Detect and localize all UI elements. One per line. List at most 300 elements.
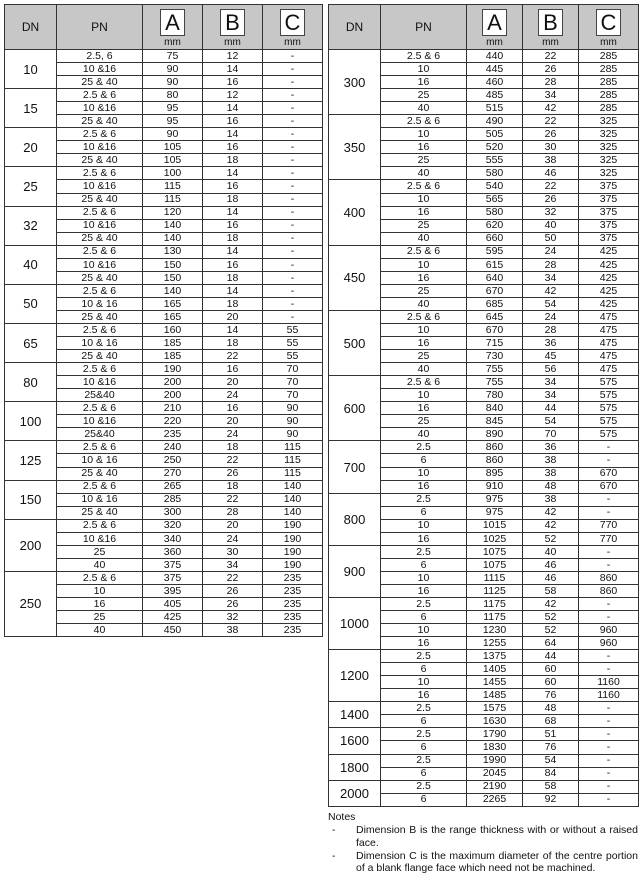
c-cell: 325 [579, 154, 639, 167]
a-cell: 460 [467, 76, 523, 89]
b-cell: 40 [523, 545, 579, 558]
a-cell: 1830 [467, 741, 523, 754]
c-cell: - [263, 310, 323, 323]
a-unit: mm [164, 36, 181, 48]
table-row [329, 441, 639, 454]
pn-cell: 2.5 [381, 597, 467, 610]
a-cell: 220 [143, 415, 203, 428]
c-cell: 235 [263, 597, 323, 610]
pn-cell: 25 [381, 284, 467, 297]
a-cell: 1455 [467, 676, 523, 689]
a-cell: 1790 [467, 728, 523, 741]
pn-cell: 40 [381, 297, 467, 310]
pn-cell: 2.5 [381, 728, 467, 741]
pn-cell: 16 [381, 337, 467, 350]
b-cell: 58 [523, 584, 579, 597]
a-cell: 2265 [467, 793, 523, 806]
a-cell: 95 [143, 102, 203, 115]
b-cell: 16 [203, 258, 263, 271]
dn-cell: 1000 [329, 597, 381, 649]
b-cell: 54 [523, 754, 579, 767]
b-cell: 40 [523, 219, 579, 232]
a-cell: 445 [467, 63, 523, 76]
b-cell: 28 [523, 323, 579, 336]
a-cell: 95 [143, 115, 203, 128]
b-cell: 22 [203, 350, 263, 363]
a-cell: 1990 [467, 754, 523, 767]
c-cell: 90 [263, 402, 323, 415]
pn-cell: 10 [381, 128, 467, 141]
pn-cell: 2.5 & 6 [57, 128, 143, 141]
c-cell: 285 [579, 102, 639, 115]
table-row [5, 441, 323, 454]
a-cell: 375 [143, 571, 203, 584]
b-cell: 18 [203, 297, 263, 310]
table-row [329, 50, 639, 63]
pn-cell: 2.5 & 6 [57, 519, 143, 532]
pn-cell: 16 [381, 532, 467, 545]
c-cell: 575 [579, 402, 639, 415]
c-cell: 90 [263, 428, 323, 441]
c-cell: 860 [579, 571, 639, 584]
a-letter: A [482, 9, 507, 36]
a-cell: 100 [143, 167, 203, 180]
pn-cell: 25 & 40 [57, 310, 143, 323]
a-cell: 75 [143, 50, 203, 63]
pn-cell: 6 [381, 715, 467, 728]
pn-cell: 10 & 16 [57, 493, 143, 506]
a-cell: 580 [467, 167, 523, 180]
b-cell: 60 [523, 676, 579, 689]
table-row [329, 754, 639, 767]
c-cell: - [263, 102, 323, 115]
header-row [329, 5, 639, 50]
table-row [329, 780, 639, 793]
c-header [263, 5, 323, 50]
b-cell: 92 [523, 793, 579, 806]
a-cell: 975 [467, 506, 523, 519]
a-cell: 90 [143, 128, 203, 141]
b-cell: 18 [203, 480, 263, 493]
pn-cell: 25 & 40 [57, 350, 143, 363]
pn-cell: 25 [381, 350, 467, 363]
a-cell: 210 [143, 402, 203, 415]
c-cell: 190 [263, 545, 323, 558]
dn-cell: 250 [5, 571, 57, 636]
c-cell: 575 [579, 415, 639, 428]
a-cell: 150 [143, 258, 203, 271]
a-cell: 2190 [467, 780, 523, 793]
b-cell: 38 [523, 493, 579, 506]
c-cell: - [263, 258, 323, 271]
b-cell: 64 [523, 637, 579, 650]
pn-cell: 2.5 [381, 441, 467, 454]
b-cell: 34 [523, 89, 579, 102]
pn-cell: 2.5 [381, 545, 467, 558]
b-cell: 24 [203, 428, 263, 441]
c-cell: - [263, 63, 323, 76]
b-cell: 34 [523, 389, 579, 402]
b-cell: 38 [203, 624, 263, 637]
a-cell: 540 [467, 180, 523, 193]
pn-cell: 10 [381, 676, 467, 689]
a-cell: 860 [467, 441, 523, 454]
pn-cell: 16 [381, 206, 467, 219]
a-cell: 895 [467, 467, 523, 480]
a-cell: 840 [467, 402, 523, 415]
pn-cell: 25 & 40 [57, 193, 143, 206]
a-cell: 200 [143, 376, 203, 389]
a-cell: 200 [143, 389, 203, 402]
dn-header: DN [329, 5, 381, 50]
pn-cell: 6 [381, 793, 467, 806]
a-cell: 105 [143, 141, 203, 154]
pn-cell: 6 [381, 741, 467, 754]
c-cell: - [263, 284, 323, 297]
c-cell: 235 [263, 584, 323, 597]
pn-cell: 10 [381, 389, 467, 402]
b-cell: 54 [523, 297, 579, 310]
c-cell: 475 [579, 323, 639, 336]
a-header [467, 5, 523, 50]
b-cell: 34 [523, 376, 579, 389]
pn-cell: 10 &16 [57, 376, 143, 389]
b-cell: 36 [523, 441, 579, 454]
b-letter: B [538, 9, 563, 36]
pn-cell: 10 [381, 624, 467, 637]
pn-cell: 10 & 16 [57, 337, 143, 350]
c-cell: - [579, 728, 639, 741]
a-cell: 890 [467, 428, 523, 441]
c-cell: 285 [579, 50, 639, 63]
note-item [328, 850, 638, 875]
c-cell: 960 [579, 637, 639, 650]
dn-cell: 100 [5, 402, 57, 441]
dn-cell: 450 [329, 245, 381, 310]
a-cell: 755 [467, 363, 523, 376]
a-cell: 160 [143, 323, 203, 336]
pn-cell: 10 &16 [57, 141, 143, 154]
c-cell: 575 [579, 376, 639, 389]
c-cell: - [579, 741, 639, 754]
dn-cell: 1200 [329, 650, 381, 702]
dn-cell: 700 [329, 441, 381, 493]
pn-cell: 25 & 40 [57, 506, 143, 519]
b-cell: 12 [203, 89, 263, 102]
pn-cell: 2.5 & 6 [381, 180, 467, 193]
c-cell: - [263, 115, 323, 128]
a-cell: 1175 [467, 597, 523, 610]
pn-cell: 25&40 [57, 389, 143, 402]
a-cell: 440 [467, 50, 523, 63]
pn-cell: 25 & 40 [57, 76, 143, 89]
pn-cell: 25 & 40 [57, 271, 143, 284]
b-cell: 58 [523, 780, 579, 793]
notes-section [328, 811, 638, 875]
pn-cell: 25 [381, 154, 467, 167]
b-unit: mm [542, 36, 559, 48]
dn-cell: 200 [5, 519, 57, 571]
pn-cell: 16 [381, 141, 467, 154]
dn-cell: 25 [5, 167, 57, 206]
a-cell: 165 [143, 297, 203, 310]
c-cell: 375 [579, 180, 639, 193]
table-row [329, 597, 639, 610]
a-cell: 660 [467, 232, 523, 245]
c-cell: 425 [579, 297, 639, 310]
dn-cell: 900 [329, 545, 381, 597]
c-cell: 70 [263, 363, 323, 376]
b-cell: 70 [523, 428, 579, 441]
c-cell: 425 [579, 271, 639, 284]
a-cell: 360 [143, 545, 203, 558]
b-cell: 14 [203, 128, 263, 141]
b-cell: 76 [523, 689, 579, 702]
b-cell: 18 [203, 271, 263, 284]
pn-header: PN [57, 5, 143, 50]
pn-cell: 25 & 40 [57, 232, 143, 245]
table-row [5, 167, 323, 180]
c-cell: - [263, 297, 323, 310]
a-cell: 1015 [467, 519, 523, 532]
a-cell: 1630 [467, 715, 523, 728]
a-cell: 860 [467, 454, 523, 467]
note-item [328, 824, 638, 849]
c-cell: - [263, 193, 323, 206]
c-cell: 670 [579, 480, 639, 493]
dn-cell: 300 [329, 50, 381, 115]
b-header [523, 5, 579, 50]
c-cell: 1160 [579, 676, 639, 689]
c-cell: 235 [263, 571, 323, 584]
c-cell: - [263, 271, 323, 284]
a-cell: 715 [467, 337, 523, 350]
b-cell: 20 [203, 519, 263, 532]
a-cell: 645 [467, 310, 523, 323]
a-cell: 580 [467, 206, 523, 219]
b-cell: 34 [523, 271, 579, 284]
c-cell: 70 [263, 376, 323, 389]
a-cell: 340 [143, 532, 203, 545]
c-cell: 115 [263, 441, 323, 454]
pn-cell: 2.5 & 6 [57, 363, 143, 376]
b-cell: 22 [203, 571, 263, 584]
pn-cell: 6 [381, 611, 467, 624]
a-cell: 555 [467, 154, 523, 167]
dn-cell: 2000 [329, 780, 381, 806]
c-cell: - [579, 454, 639, 467]
table-row [5, 323, 323, 336]
c-cell: - [579, 767, 639, 780]
pn-cell: 10 [381, 323, 467, 336]
table-row [329, 310, 639, 323]
pn-cell: 10 [381, 193, 467, 206]
dn-cell: 65 [5, 323, 57, 362]
pn-cell: 2.5 & 6 [57, 402, 143, 415]
a-cell: 1230 [467, 624, 523, 637]
b-cell: 14 [203, 63, 263, 76]
table-row [5, 402, 323, 415]
a-cell: 185 [143, 350, 203, 363]
c-cell: 325 [579, 128, 639, 141]
a-cell: 520 [467, 141, 523, 154]
b-cell: 32 [523, 206, 579, 219]
b-cell: 22 [523, 115, 579, 128]
a-cell: 450 [143, 624, 203, 637]
a-cell: 505 [467, 128, 523, 141]
table-row [5, 128, 323, 141]
a-cell: 490 [467, 115, 523, 128]
pn-cell: 25 [57, 611, 143, 624]
a-cell: 595 [467, 245, 523, 258]
b-cell: 38 [523, 467, 579, 480]
c-cell: 770 [579, 519, 639, 532]
b-cell: 28 [203, 506, 263, 519]
b-cell: 44 [523, 650, 579, 663]
pn-cell: 10 [381, 258, 467, 271]
c-cell: 190 [263, 558, 323, 571]
pn-cell: 16 [381, 584, 467, 597]
b-cell: 52 [523, 532, 579, 545]
pn-cell: 6 [381, 454, 467, 467]
c-cell: 475 [579, 350, 639, 363]
c-cell: - [579, 611, 639, 624]
table-row [5, 480, 323, 493]
notes-title: Notes [328, 811, 356, 823]
c-unit: mm [284, 36, 301, 48]
pn-cell: 16 [57, 597, 143, 610]
a-cell: 780 [467, 389, 523, 402]
c-cell: 285 [579, 63, 639, 76]
table-row [5, 363, 323, 376]
dn-cell: 1400 [329, 702, 381, 728]
b-cell: 16 [203, 219, 263, 232]
c-cell: 475 [579, 363, 639, 376]
b-cell: 20 [203, 376, 263, 389]
pn-cell: 10 [57, 584, 143, 597]
c-cell: 115 [263, 467, 323, 480]
a-cell: 1115 [467, 571, 523, 584]
a-cell: 240 [143, 441, 203, 454]
c-cell: 575 [579, 389, 639, 402]
pn-cell: 25 & 40 [57, 115, 143, 128]
a-cell: 90 [143, 63, 203, 76]
b-cell: 52 [523, 611, 579, 624]
c-cell: - [579, 441, 639, 454]
table-row [329, 728, 639, 741]
pn-cell: 2.5 & 6 [57, 441, 143, 454]
b-cell: 16 [203, 180, 263, 193]
c-cell: 960 [579, 624, 639, 637]
pn-cell: 2.5 & 6 [57, 284, 143, 297]
c-cell: 325 [579, 167, 639, 180]
b-cell: 42 [523, 597, 579, 610]
c-cell: 55 [263, 350, 323, 363]
table-row [329, 245, 639, 258]
c-cell: 325 [579, 141, 639, 154]
c-cell: - [263, 76, 323, 89]
c-cell: - [579, 754, 639, 767]
pn-cell: 2.5, 6 [57, 50, 143, 63]
pn-cell: 25 [57, 545, 143, 558]
a-cell: 1255 [467, 637, 523, 650]
c-cell: 235 [263, 624, 323, 637]
pn-cell: 2.5 [381, 702, 467, 715]
b-letter: B [220, 9, 245, 36]
c-cell: - [263, 141, 323, 154]
b-cell: 84 [523, 767, 579, 780]
pn-cell: 6 [381, 767, 467, 780]
table-row [5, 571, 323, 584]
pn-header: PN [381, 5, 467, 50]
a-cell: 115 [143, 193, 203, 206]
table-row [329, 115, 639, 128]
c-cell: 475 [579, 310, 639, 323]
c-cell: - [579, 702, 639, 715]
table-row [329, 545, 639, 558]
a-cell: 670 [467, 323, 523, 336]
pn-cell: 40 [57, 624, 143, 637]
dn-cell: 80 [5, 363, 57, 402]
c-cell: 1160 [579, 689, 639, 702]
a-cell: 1175 [467, 611, 523, 624]
c-cell: 235 [263, 611, 323, 624]
b-cell: 60 [523, 663, 579, 676]
a-cell: 2045 [467, 767, 523, 780]
pn-cell: 10 &16 [57, 415, 143, 428]
dn-cell: 150 [5, 480, 57, 519]
dn-cell: 500 [329, 310, 381, 375]
pn-cell: 10 &16 [57, 180, 143, 193]
b-cell: 42 [523, 284, 579, 297]
c-cell: - [579, 545, 639, 558]
a-cell: 190 [143, 363, 203, 376]
c-cell: - [579, 558, 639, 571]
c-cell: - [579, 780, 639, 793]
note-dash: - [332, 824, 336, 837]
c-cell: - [579, 493, 639, 506]
pn-cell: 40 [381, 363, 467, 376]
c-cell: 140 [263, 480, 323, 493]
c-cell: 375 [579, 232, 639, 245]
b-cell: 42 [523, 102, 579, 115]
pn-cell: 40 [381, 232, 467, 245]
a-cell: 1025 [467, 532, 523, 545]
a-cell: 1405 [467, 663, 523, 676]
pn-cell: 10 &16 [57, 102, 143, 115]
pn-cell: 40 [381, 167, 467, 180]
table-row [329, 493, 639, 506]
a-cell: 265 [143, 480, 203, 493]
a-cell: 1575 [467, 702, 523, 715]
b-unit: mm [224, 36, 241, 48]
b-cell: 52 [523, 624, 579, 637]
a-cell: 685 [467, 297, 523, 310]
a-unit: mm [486, 36, 503, 48]
c-cell: - [263, 232, 323, 245]
b-cell: 26 [203, 584, 263, 597]
b-cell: 28 [523, 76, 579, 89]
b-cell: 18 [203, 232, 263, 245]
pn-cell: 40 [381, 102, 467, 115]
pn-cell: 10 &16 [57, 258, 143, 271]
pn-cell: 2.5 & 6 [381, 115, 467, 128]
c-cell: 670 [579, 467, 639, 480]
b-cell: 16 [203, 76, 263, 89]
a-cell: 80 [143, 89, 203, 102]
c-cell: 70 [263, 389, 323, 402]
pn-cell: 16 [381, 76, 467, 89]
